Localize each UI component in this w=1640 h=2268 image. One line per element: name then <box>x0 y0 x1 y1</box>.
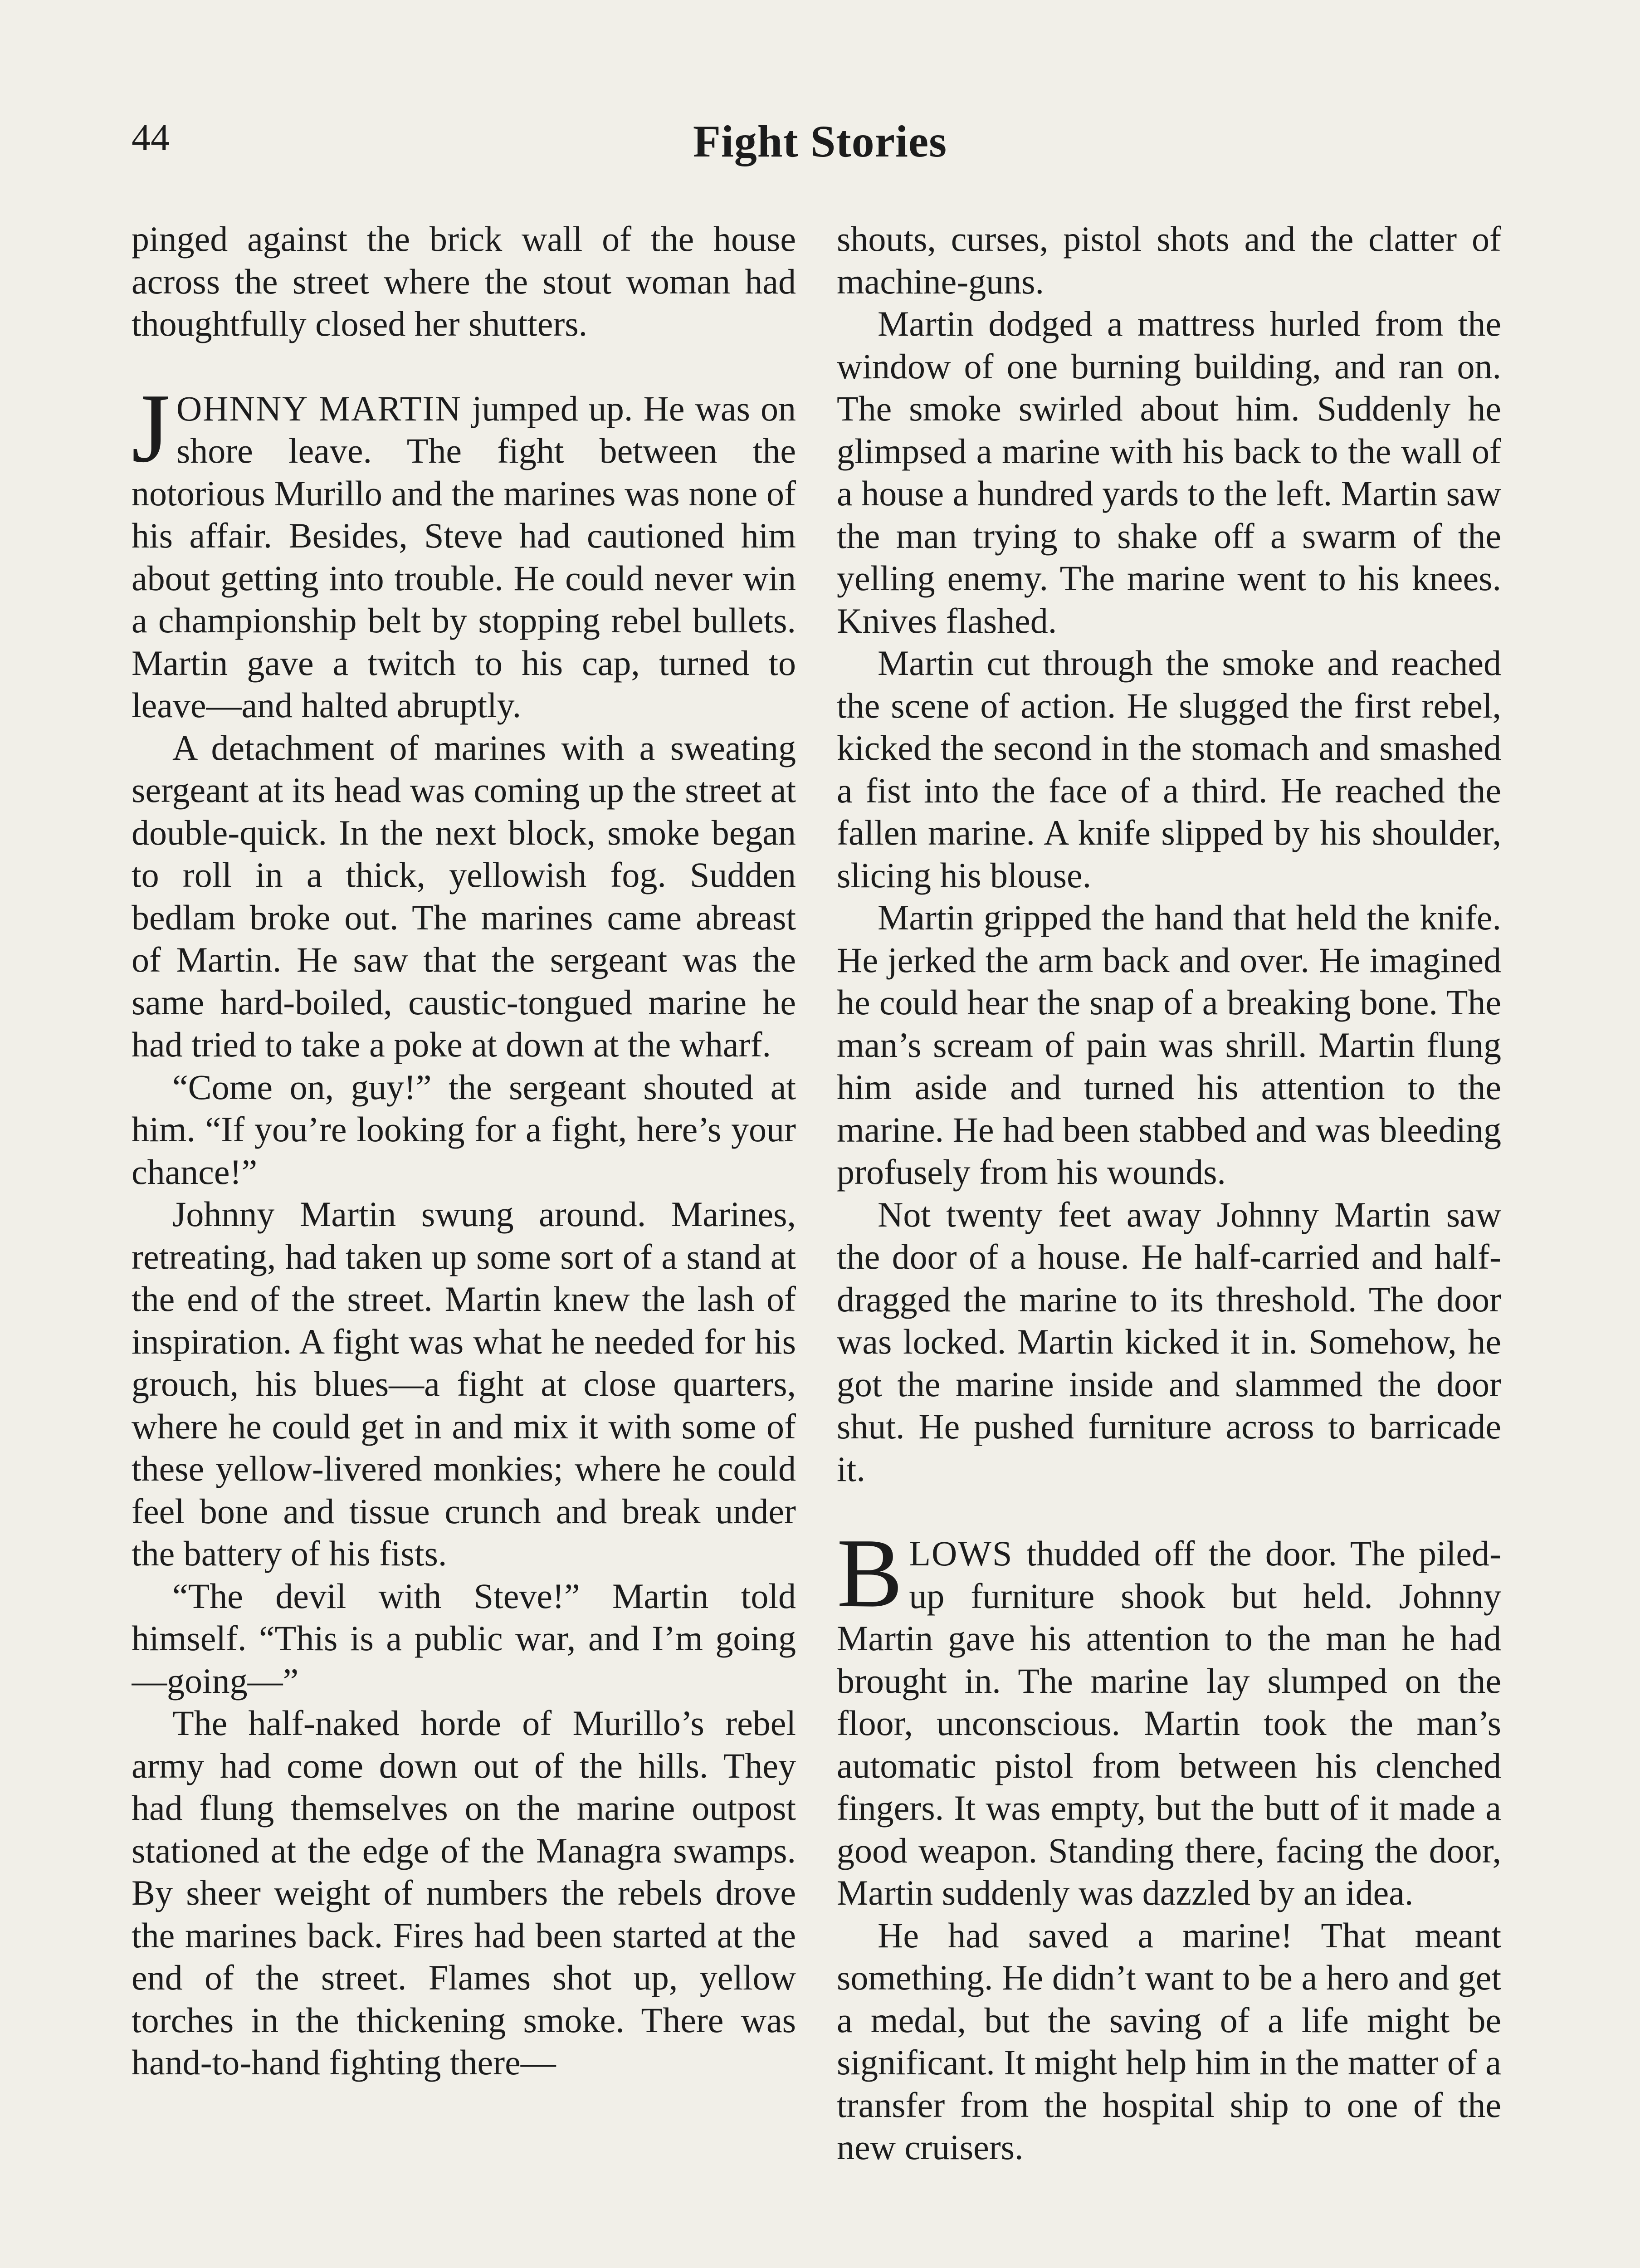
section-opening-paragraph <box>837 1519 1501 1914</box>
running-title: Fight Stories <box>693 116 947 166</box>
drop-cap: B <box>837 1519 903 1628</box>
lead-in-caps: OHNNY MARTIN <box>176 388 462 428</box>
paragraph: Martin gripped the hand that held the knife. He jerked the arm back and over. He imagined he could hear the snap of a breaking bone. The man’s scream of pain was shrill. Martin flung him aside and turned his attention to the marine. He had been stabbed and was bleeding profusely from his wounds. <box>837 898 1501 1192</box>
paragraph: pinged against the brick wall of the house across the street where the stout woman had thoughtfully closed her shutters. <box>132 219 796 343</box>
paragraph: Martin cut through the smoke and reached the scene of action. He slugged the first rebel, kicked the second in the stomach and smashed a fist into the face of a third. He reached the fallen marine. A knife slipped by his shoulder, slicing his blouse. <box>837 643 1501 895</box>
section-opening-paragraph <box>132 373 796 727</box>
lead-in-caps: LOWS <box>909 1534 1013 1573</box>
page-number: 44 <box>132 117 170 159</box>
paragraph: “The devil with Steve!” Martin told himself. “This is a public war, and I’m going—going—” <box>132 1576 796 1701</box>
paragraph: He had saved a marine! That meant something. He didn’t want to be a hero and get a medal, but the saving of a life might be significant. It might help him in the matter of a transfer from the hospital ship to one of the new cruisers. <box>837 1915 1501 2167</box>
paragraph: shouts, curses, pistol shots and the clatter of machine-guns. <box>837 219 1501 301</box>
right-column <box>837 218 1501 2268</box>
section-text: thudded off the door. The piled-up furniture shook but held. Johnny Martin gave his attention to the man he had brought in. The marine lay slumped on the floor, unconscious. Martin took the man’s automatic pistol from between his clenched fingers. It was empty, but the butt of it made a good weapon. Standing there, facing the door, Martin suddenly was dazzled by an idea. <box>837 1534 1501 1912</box>
paragraph: Johnny Martin swung around. Marines, retreating, had taken up some sort of a stand at the end of the street. Martin knew the lash of inspiration. A fight was what he needed for his grouch, his blues—a fight at close quarters, where he could get in and mix it with some of these yellow-livered monkies; where he could feel bone and tissue crunch and break under the battery of his fists. <box>132 1194 796 1573</box>
paragraph: Martin dodged a mattress hurled from the window of one burning building, and ran on. The smoke swirled about him. Suddenly he glimpsed a marine with his back to the wall of a house a hundred yards to the left. Martin saw the man trying to shake off a swarm of the yelling enemy. The marine went to his knees. Knives flashed. <box>837 304 1501 640</box>
paragraph: The half-naked horde of Murillo’s rebel army had come down out of the hills. They had flung themselves on the marine outpost stationed at the edge of the Managra swamps. By sheer weight of numbers the rebels drove the marines back. Fires had been started at the end of the street. Flames shot up, yellow torches in the thickening smoke. There was hand-to-hand fighting there— <box>132 1703 796 2082</box>
paragraph: A detachment of marines with a sweating sergeant at its head was coming up the street at double-quick. In the next block, smoke began to roll in a thick, yellowish fog. Sudden bedlam broke out. The marines came abreast of Martin. He saw that the sergeant was the same hard-boiled, caustic-tongued marine he had tried to take a poke at down at the wharf. <box>132 728 796 1064</box>
left-column <box>132 218 796 2268</box>
paragraph: “Come on, guy!” the sergeant shouted at him. “If you’re looking for a fight, here’s your chance!” <box>132 1067 796 1192</box>
drop-cap: J <box>132 373 170 483</box>
section-text: jumped up. He was on shore leave. The fight between the notorious Murillo and the marines was none of his affair. Besides, Steve had cautioned him about getting into trouble. He could never win a championship belt by stopping rebel bullets. Martin gave a twitch to his cap, turned to leave—and halted abruptly. <box>132 388 796 725</box>
paragraph: Not twenty feet away Johnny Martin saw the door of a house. He half-carried and half-dragged the marine to its threshold. The door was locked. Martin kicked it in. Somehow, he got the marine inside and slammed the door shut. He pushed furniture across to barricade it. <box>837 1194 1501 1489</box>
